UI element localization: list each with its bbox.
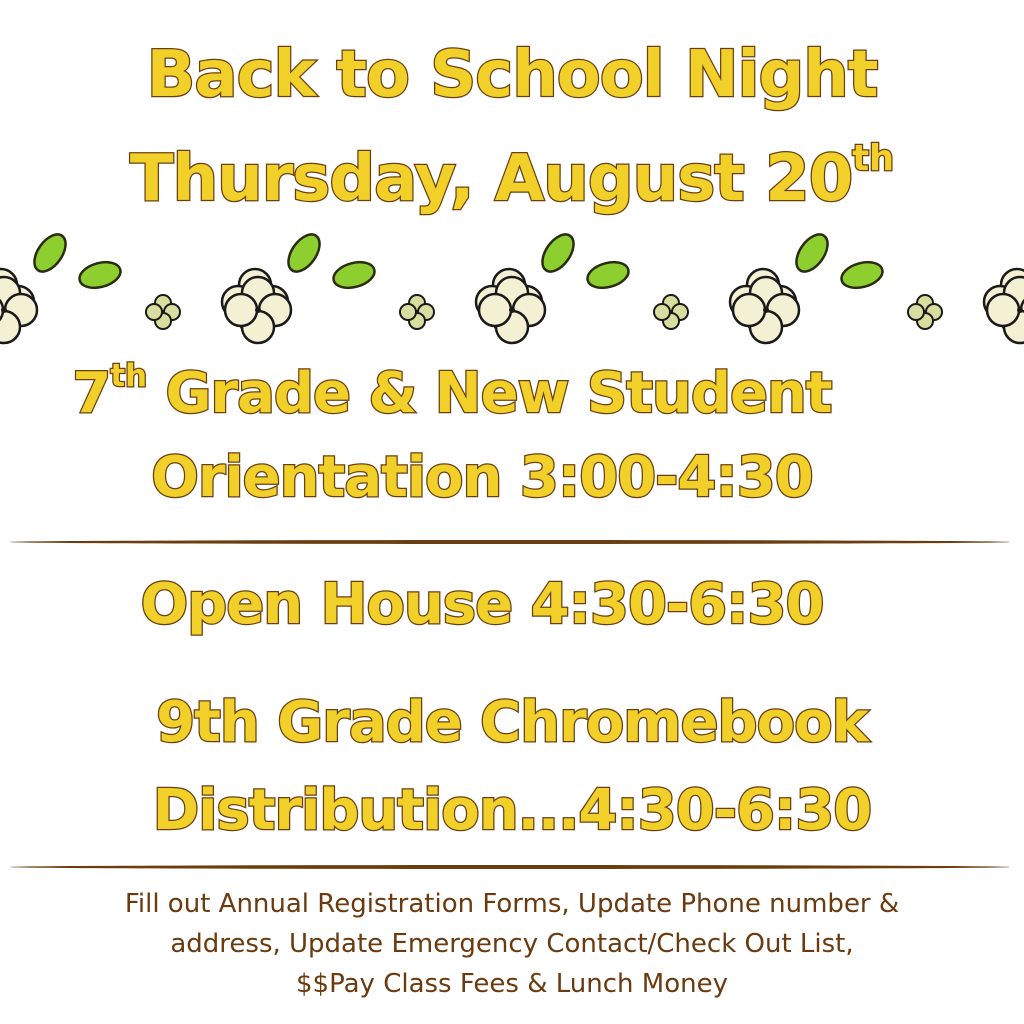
leaf-icon (790, 229, 834, 277)
orientation-line-1: 7th Grade & New Student (72, 358, 832, 427)
title-line-2-date: Thursday, August 20th (129, 138, 895, 216)
open-house-line: Open House 4:30-6:30 (140, 572, 824, 637)
divider-bottom (10, 865, 1010, 869)
instructions-line-3: $$Pay Class Fees & Lunch Money (296, 969, 728, 999)
small-flower-icon (146, 295, 180, 329)
chromebook-line-1: 9th Grade Chromebook (156, 690, 868, 755)
leaf-icon (331, 258, 378, 292)
instructions-line-2: address, Update Emergency Contact/Check Out List, (170, 929, 854, 959)
small-flower-icon (654, 295, 688, 329)
divider-top (10, 540, 1010, 544)
title-line-1: Back to School Night (146, 38, 878, 112)
leaf-icon (28, 229, 72, 277)
floral-border (0, 225, 1024, 360)
leaf-icon (585, 258, 632, 292)
leaf-icon (839, 258, 886, 292)
small-flower-icon (908, 295, 942, 329)
leaf-icon (77, 258, 124, 292)
large-flower-icon (0, 277, 37, 343)
orientation-line-2: Orientation 3:00-4:30 (151, 445, 813, 510)
small-flower-icon (400, 295, 434, 329)
chromebook-line-2: Distribution...4:30-6:30 (152, 778, 872, 843)
leaf-icon (282, 229, 326, 277)
instructions-line-1: Fill out Annual Registration Forms, Update Phone number & (124, 889, 900, 919)
instructions-text (0, 884, 1024, 1004)
leaf-icon (536, 229, 580, 277)
